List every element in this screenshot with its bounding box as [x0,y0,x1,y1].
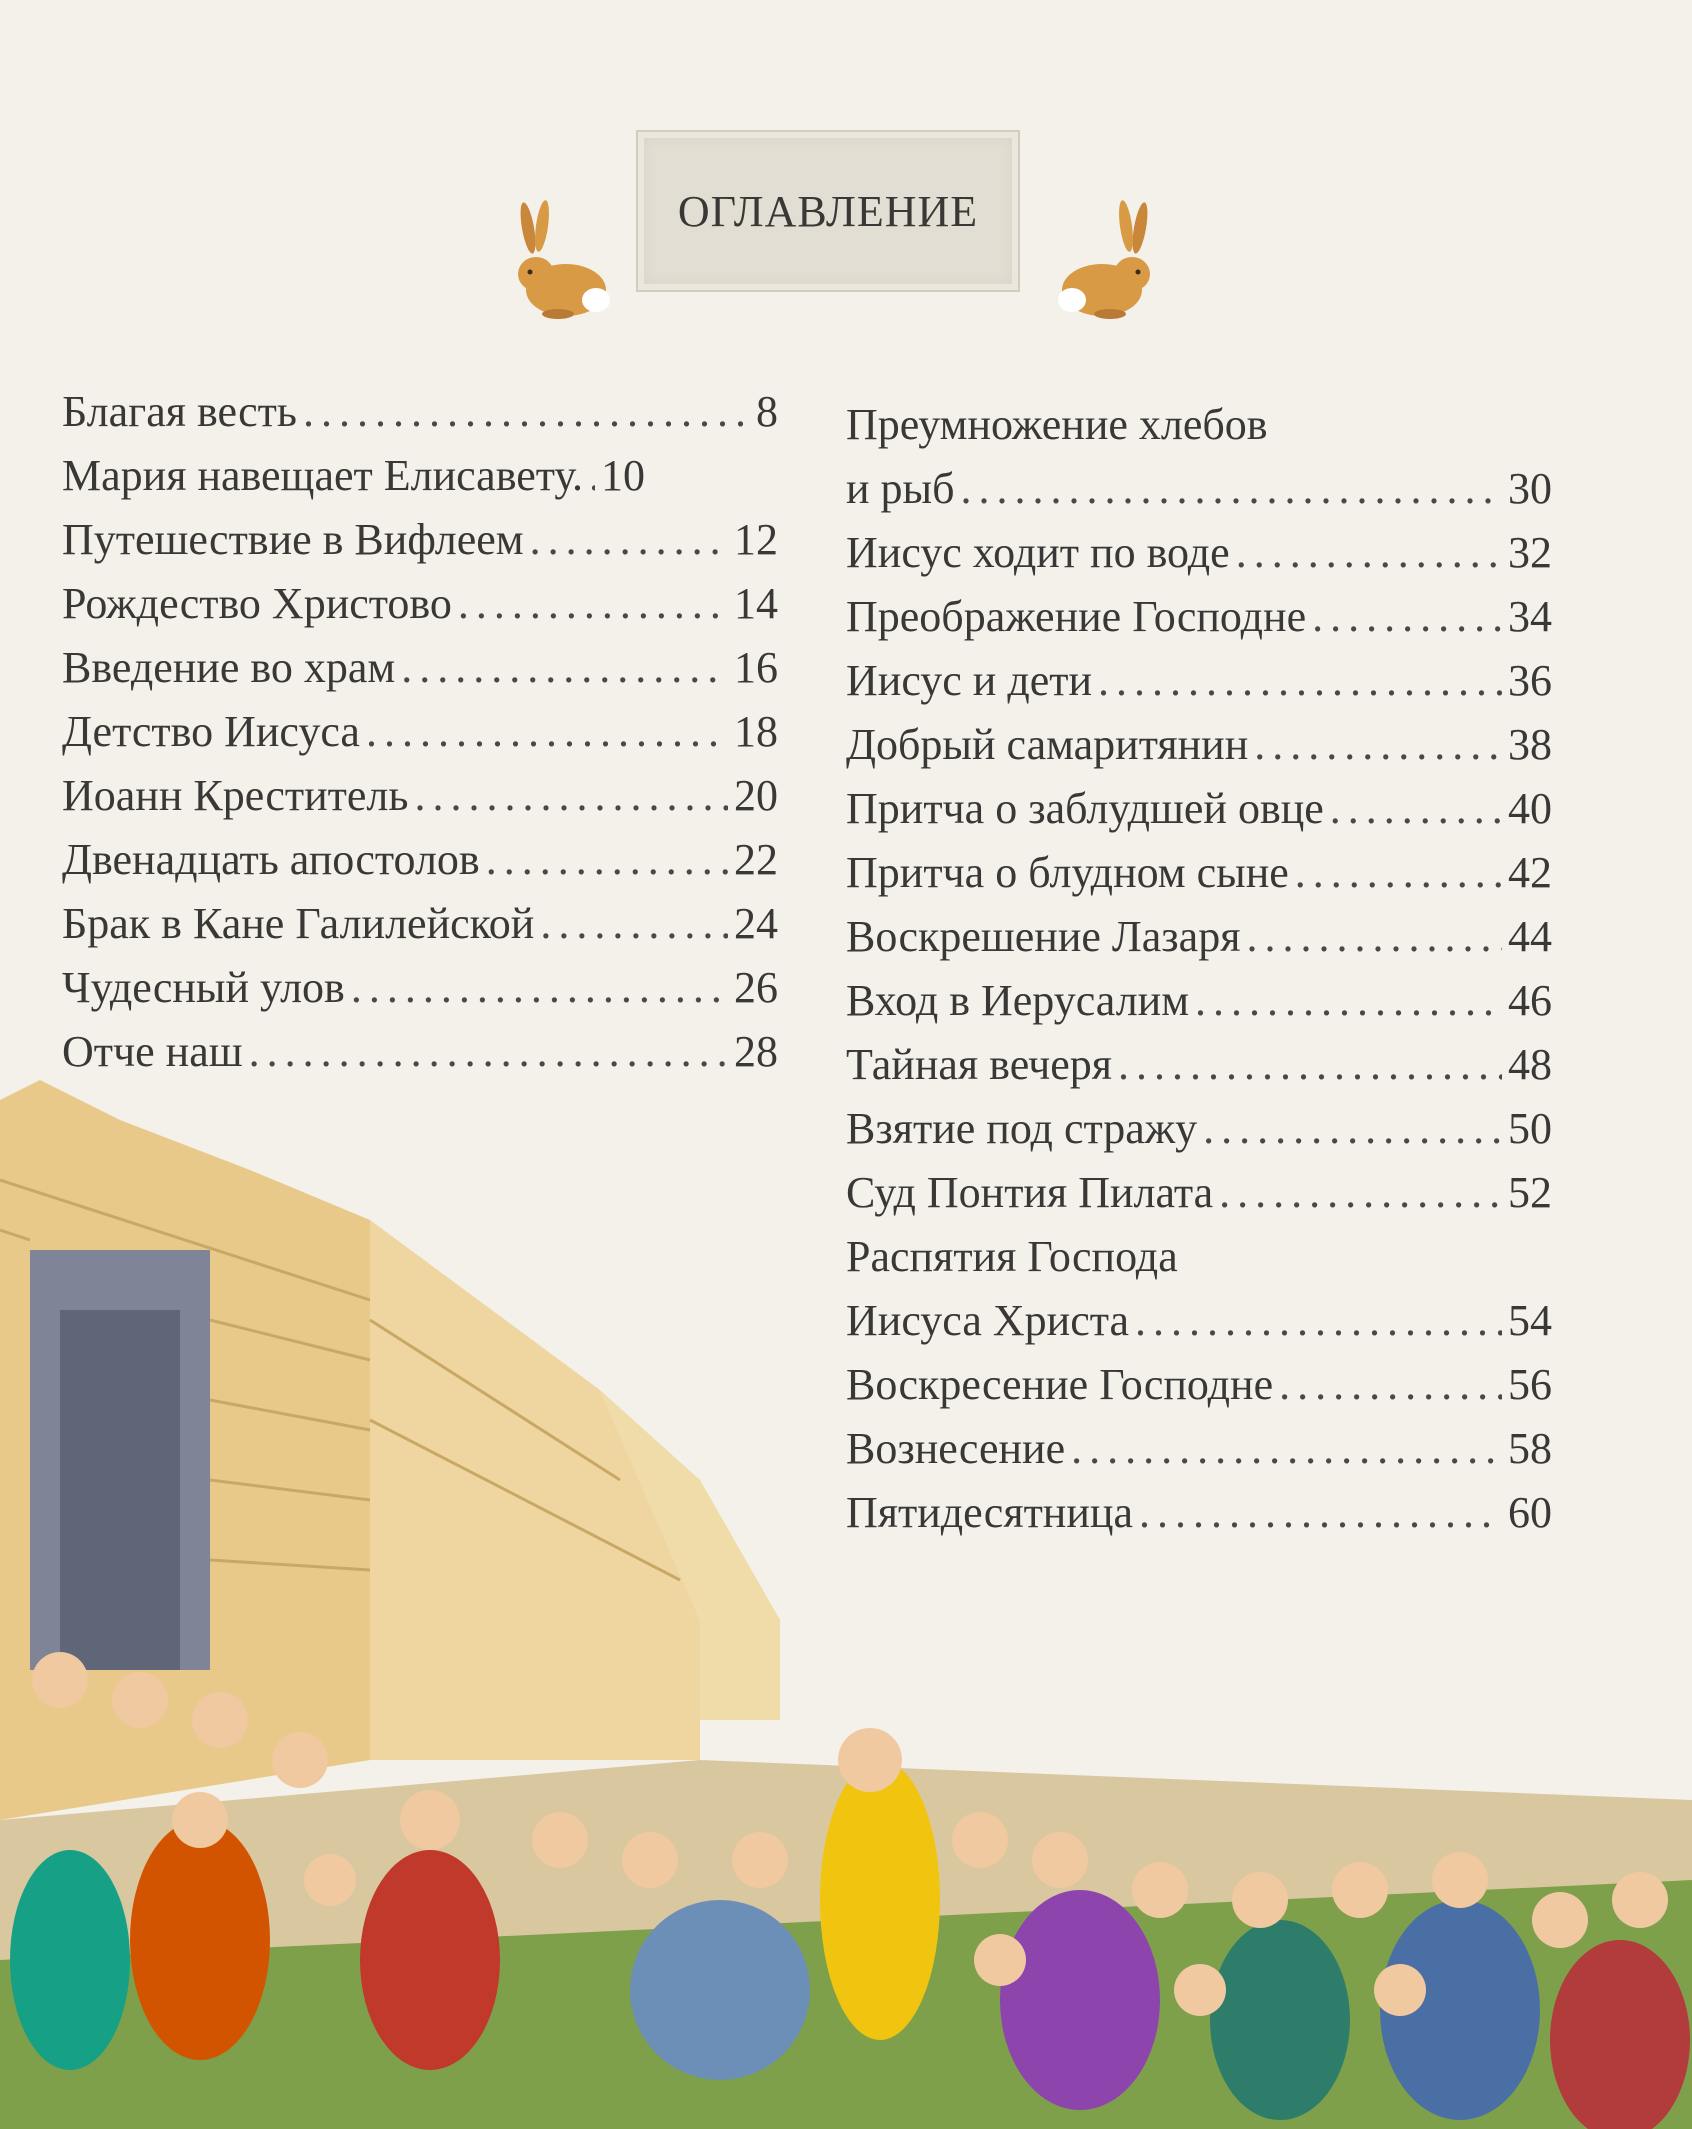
toc-entry[interactable] [846,713,1552,777]
toc-page-number: 24 [734,899,778,948]
toc-title: Вознесение [846,1424,1066,1473]
toc-entry[interactable] [62,572,778,636]
toc-title: Иоанн Креститель [62,771,409,820]
toc-entry[interactable] [62,764,778,828]
toc-entry[interactable] [846,649,1552,713]
toc-title: и рыб [846,464,955,513]
toc-title: Чудесный улов [62,963,345,1012]
toc-page-number: 50 [1508,1104,1552,1153]
toc-title: Иисуса Христа [846,1296,1130,1345]
leader-dots [1195,969,1502,1033]
leader-dots [1098,649,1502,713]
leader-dots [366,700,728,764]
toc-title: Иисус и дети [846,656,1093,705]
leader-dots [303,380,750,444]
toc-title: Иисус ходит по воде [846,528,1230,577]
leader-dots [589,444,595,508]
leader-dots [414,764,728,828]
toc-page-number: 12 [734,515,778,564]
toc-title: Взятие под стражу [846,1104,1198,1153]
toc-title: Введение во храм [62,643,396,692]
toc-page-number: 60 [1508,1488,1552,1537]
leader-dots [351,956,728,1020]
toc-title: Преображение Господне [846,592,1307,641]
toc-page-number: 18 [734,707,778,756]
toc-page-number: 28 [734,1027,778,1076]
leader-dots [401,636,728,700]
leader-dots [540,892,728,956]
toc-title-line[interactable]: Преумножение хлебов [846,400,1268,449]
toc-page-number: 44 [1508,912,1552,961]
toc-page-number: 48 [1508,1040,1552,1089]
toc-title: Путешествие в Вифлеем [62,515,524,564]
toc-left-column [62,380,778,1084]
toc-entry[interactable] [62,444,778,508]
toc-entry[interactable] [62,636,778,700]
toc-title: Двенадцать апостолов [62,835,480,884]
leader-dots [1246,905,1502,969]
toc-title: Добрый самаритянин [846,720,1249,769]
toc-page-number: 30 [1508,464,1552,513]
toc-page-number: 58 [1508,1424,1552,1473]
entry-into-jerusalem-illustration [0,1060,1692,2129]
toc-title: Детство Иисуса [62,707,360,756]
leader-dots [961,457,1503,521]
toc-title: Тайная вечеря [846,1040,1113,1089]
toc-page-number: 32 [1508,528,1552,577]
rabbit-icon [508,178,618,328]
toc-entry[interactable] [846,841,1552,905]
toc-title: Притча о заблудшей овце [846,784,1324,833]
leader-dots [530,508,728,572]
toc-page-number: 34 [1508,592,1552,641]
toc-title: Воскрешение Лазаря [846,912,1241,961]
toc-title: Брак в Кане Галилейской [62,899,535,948]
toc-page-number: 42 [1508,848,1552,897]
toc-page-number: 46 [1508,976,1552,1025]
toc-entry[interactable] [846,521,1552,585]
toc-page-number: 56 [1508,1360,1552,1409]
toc-title-line[interactable]: Распятия Господа [846,1232,1178,1281]
toc-title: Суд Понтия Пилата [846,1168,1214,1217]
leader-dots [1330,777,1502,841]
toc-page-number: 14 [734,579,778,628]
leader-dots [1236,521,1502,585]
page-title: ОГЛАВЛЕНИЕ [677,186,979,236]
toc-title: Воскресение Господне [846,1360,1274,1409]
toc-page-number: 52 [1508,1168,1552,1217]
toc-title: Вход в Иерусалим [846,976,1190,1025]
leader-dots [1312,585,1502,649]
toc-title: Притча о блудном сыне [846,848,1289,897]
toc-entry[interactable] [846,585,1552,649]
toc-page-number: 8 [756,387,778,436]
leader-dots [1295,841,1502,905]
toc-entry[interactable] [846,905,1552,969]
toc-title: Отче наш [62,1027,243,1076]
toc-page-number: 26 [734,963,778,1012]
toc-entry[interactable] [62,380,778,444]
title-plaque [636,130,1020,292]
toc-title: Благая весть [62,387,297,436]
toc-title: Мария навещает Елисавету. [62,451,583,500]
toc-entry[interactable] [62,700,778,764]
rabbit-icon [1050,178,1160,328]
toc-entry[interactable] [846,969,1552,1033]
toc-entry[interactable] [62,892,778,956]
toc-entry[interactable] [62,956,778,1020]
toc-entry[interactable] [846,777,1552,841]
toc-entry[interactable] [62,828,778,892]
leader-dots [1254,713,1502,777]
leader-dots [458,572,728,636]
toc-page-number: 38 [1508,720,1552,769]
toc-entry[interactable] [62,508,778,572]
toc-page-number: 54 [1508,1296,1552,1345]
toc-page-number: 36 [1508,656,1552,705]
toc-page-number: 16 [734,643,778,692]
leader-dots [486,828,728,892]
toc-title: Рождество Христово [62,579,452,628]
toc-page-number: 40 [1508,784,1552,833]
toc-entry[interactable] [846,457,1552,521]
toc-page-number: 10 [601,451,645,500]
toc-page-number: 22 [734,835,778,884]
toc-title: Пятидесятница [846,1488,1133,1537]
toc-page-number: 20 [734,771,778,820]
